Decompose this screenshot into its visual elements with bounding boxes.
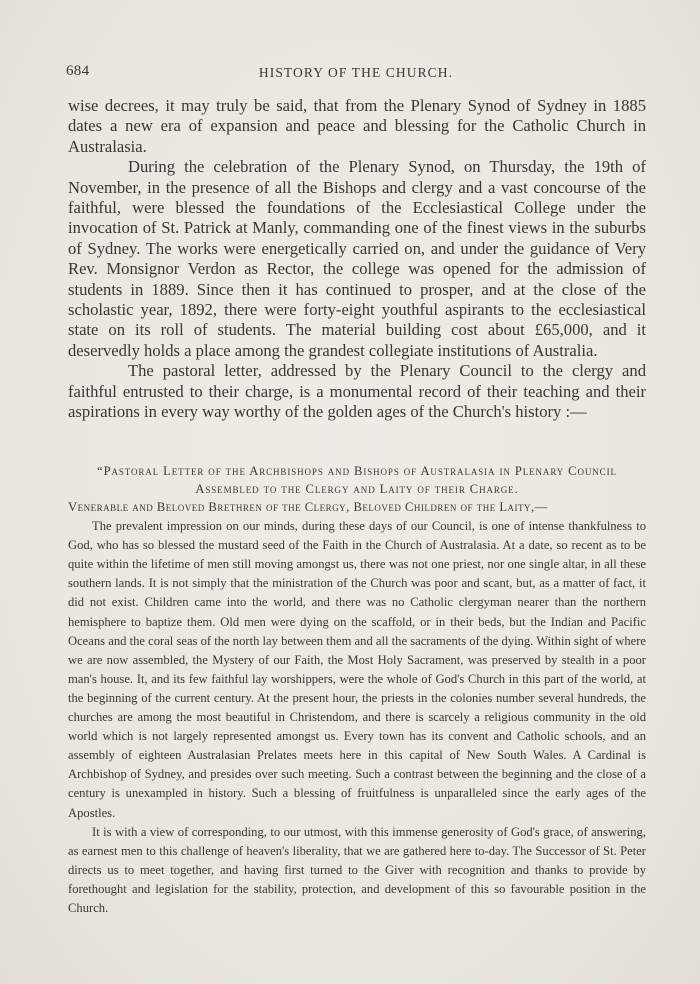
page-number: 684: [66, 63, 90, 79]
running-head: [66, 63, 646, 85]
pastoral-letter: [68, 462, 646, 918]
running-title: HISTORY OF THE CHURCH.: [258, 65, 454, 80]
letter-paragraph-corresponding: It is with a view of corresponding, to our utmost, with this immense generosity of God's grace, of answering, as earnest men to this challenge of heaven's liberality, that we are gathered here to-day. The Successor of St. Peter directs us to meet together, and having first turned to the Giver with recognition and thanks to provide by forethought and legislation for the stability, protection, and development of this so favourable position in the Church.: [68, 824, 646, 915]
paragraph-plenary-synod: During the celebration of the Plenary Synod, on Thursday, the 19th of November, in the presence of all the Bishops and clergy and a vast concourse of the faithful, were blessed the foundations of the Ecclesiastical College under the invocation of St. Patrick at Manly, commanding one of the finest views in the suburbs of Sydney. The works were energetically carried on, and under the guidance of Very Rev. Monsignor Verdon as Rector, the college was opened for the admission of students in 1889. Since then it has continued to prosper, and at the close of the scholastic year, 1892, there were forty-eight youthful aspirants to the ecclesiastical state on its roll of students. The material building cost about £65,000, and it deservedly holds a place among the grandest collegiate institutions of Australia.: [68, 157, 646, 360]
letter-title: “Pastoral Letter of the Archbishops and Bishops of Australasia in Plenary Council Assembled to the Clergy and Laity of their Charge.: [97, 464, 617, 496]
body-text: [68, 96, 646, 423]
letter-paragraph-impression: The prevalent impression on our minds, during these days of our Council, is one of intense thankfulness to God, who has so blessed the mustard seed of the Faith in the Church of Australasia. At a date, so recent as to be quite within the lifetime of men still moving amongst us, there was not one priest, nor one single altar, in all these southern lands. It is not simply that the ministration of the Church was poor and scant, but, as a matter of fact, it did not exist. Children came into the world, and there was no Catholic clergyman nearer than the northern hemisphere to baptize them. Old men were dying on the scaffold, or in their beds, but the Indian and Pacific Oceans and the coral seas of the north lay between them and all the sacraments of the dying. Within sight of where we are now assembled, the Mystery of our Faith, the Most Holy Sacrament, was preserved by stealth in a poor man's house. It, and its few faithful lay worshippers, were the whole of God's Church in this part of the world, at the beginning of the current century. At the present hour, the priests in the colonies number several hundreds, the churches are among the most beautiful in Christendom, and there is scarcely a religious community in the old world which is not largely represented amongst us. Every town has its convent and Catholic schools, and an assembly of eighteen Australasian Prelates meets here in this capital of New South Wales. A Cardinal is Archbishop of Sydney, and presides over such meeting. Such a contrast between the beginning and the close of a century is unexampled in history. Such a blessing of fruitfulness is unparalleled since the early ages of the Apostles.: [68, 519, 646, 820]
paragraph-pastoral-intro: The pastoral letter, addressed by the Plenary Council to the clergy and faithful entrusted to their charge, is a monumental record of their teaching and their aspirations in every way worthy of the golden ages of the Church's history :—: [68, 361, 646, 422]
letter-salutation: Venerable and Beloved Brethren of the Clergy, Beloved Children of the Laity,—: [68, 500, 548, 514]
paragraph-continuation: wise decrees, it may truly be said, that from the Plenary Synod of Sydney in 1885 dates a new era of expansion and peace and blessing for the Catholic Church in Australasia.: [68, 96, 646, 156]
